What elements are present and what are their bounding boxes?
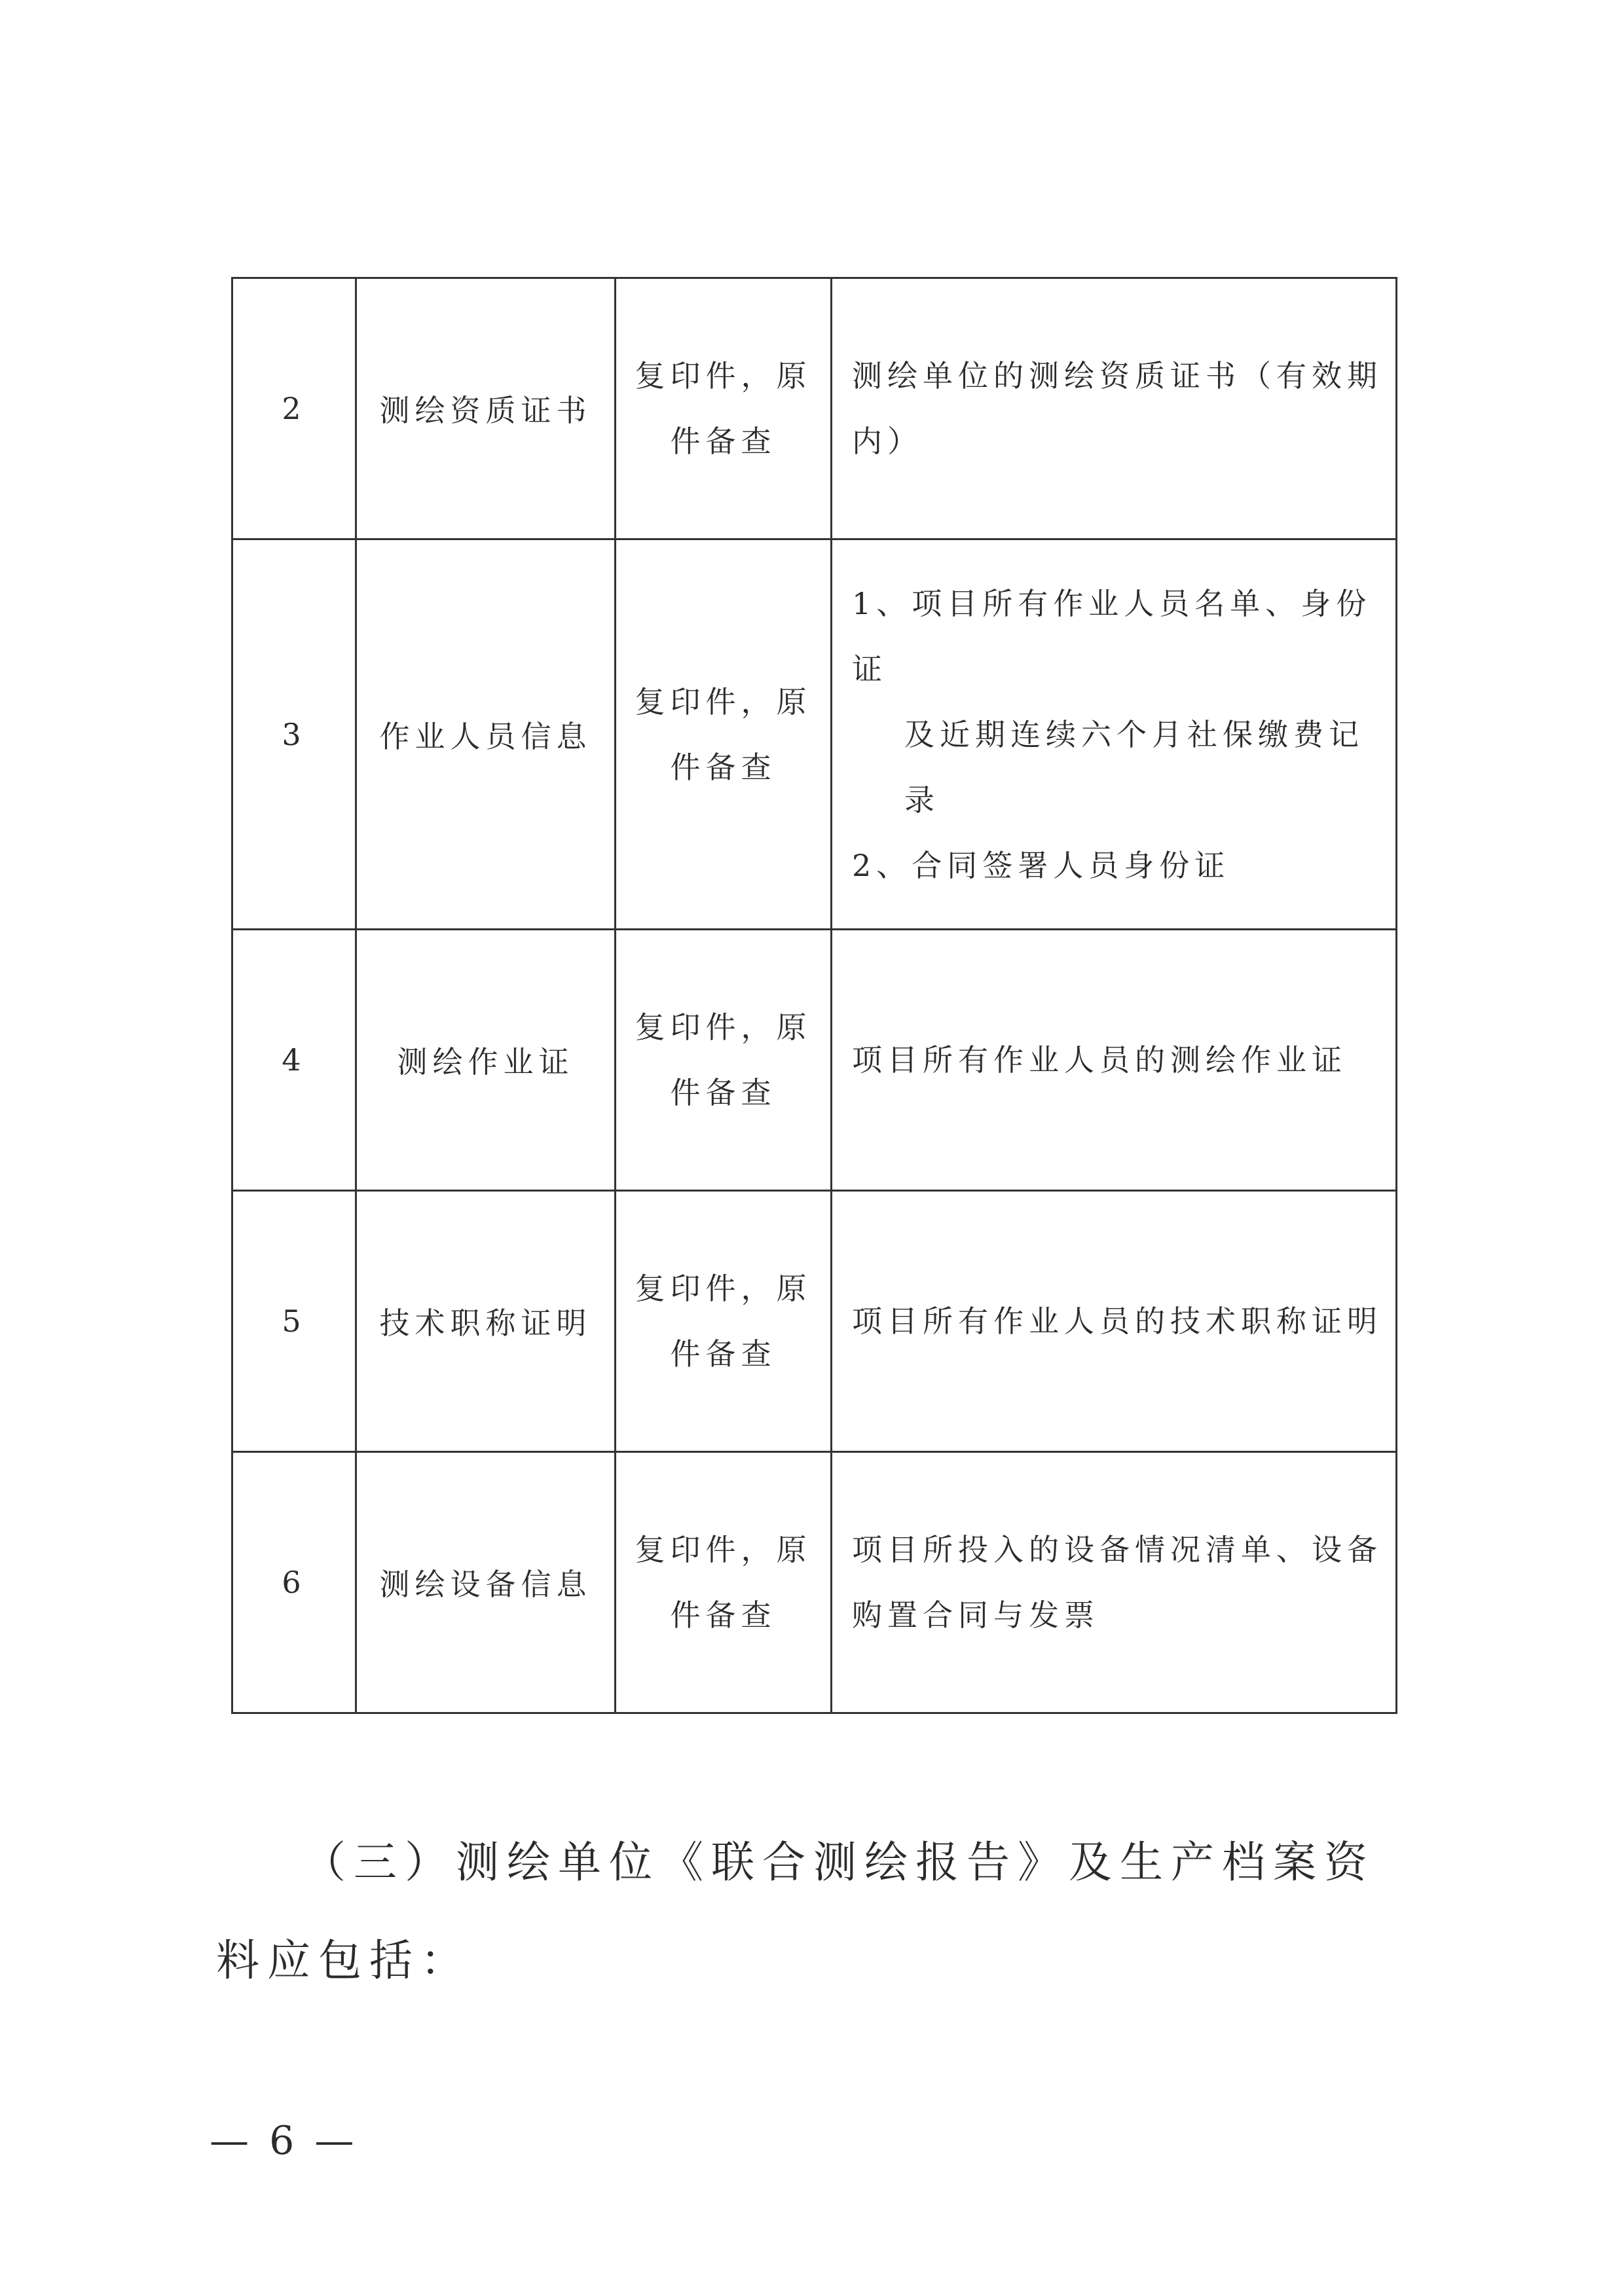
form-line: 复印件，原 — [635, 358, 812, 393]
table-row — [232, 1191, 1397, 1452]
material-form — [616, 1191, 832, 1452]
item-name: 测绘作业证 — [356, 930, 616, 1191]
item-description — [832, 278, 1397, 539]
section-paragraph: （三）测绘单位《联合测绘报告》及生产档案资料应包括： — [216, 1837, 1375, 1986]
item-description — [832, 1452, 1397, 1713]
material-form — [616, 278, 832, 539]
material-form — [616, 539, 832, 930]
desc-line: 项目所投入的设备情况清单、设备 — [852, 1532, 1382, 1567]
desc-line: 及近期连续六个月社保缴费记录 — [904, 716, 1364, 818]
desc-line: 2、合同签署人员身份证 — [852, 847, 1230, 883]
row-number: 2 — [232, 278, 356, 539]
form-line: 件备查 — [670, 1597, 777, 1633]
item-name: 测绘设备信息 — [356, 1452, 616, 1713]
row-number: 5 — [232, 1191, 356, 1452]
page-number: — 6 — — [210, 2118, 358, 2164]
form-line: 件备查 — [670, 1075, 777, 1110]
form-line: 件备查 — [670, 749, 777, 785]
item-description — [832, 539, 1397, 930]
material-form — [616, 1452, 832, 1713]
table-row — [232, 1452, 1397, 1713]
item-name: 技术职称证明 — [356, 1191, 616, 1452]
form-line: 件备查 — [670, 1336, 777, 1372]
table-row — [232, 539, 1397, 930]
item-description: 项目所有作业人员的测绘作业证 — [832, 930, 1397, 1191]
material-form — [616, 930, 832, 1191]
item-name: 测绘资质证书 — [356, 278, 616, 539]
row-number: 3 — [232, 539, 356, 930]
row-number: 4 — [232, 930, 356, 1191]
row-number: 6 — [232, 1452, 356, 1713]
desc-line: 购置合同与发票 — [852, 1597, 1099, 1633]
form-line: 复印件，原 — [635, 1271, 812, 1306]
desc-line: 测绘单位的测绘资质证书（有效期 — [852, 358, 1382, 393]
table-row — [232, 278, 1397, 539]
desc-line: 1、项目所有作业人员名单、身份证 — [852, 585, 1372, 687]
document-table — [231, 277, 1397, 1714]
table-row — [232, 930, 1397, 1191]
form-line: 复印件，原 — [635, 683, 812, 720]
form-line: 件备查 — [670, 424, 777, 459]
form-line: 复印件，原 — [635, 1532, 812, 1567]
desc-line: 内） — [852, 424, 923, 459]
item-name: 作业人员信息 — [356, 539, 616, 930]
form-line: 复印件，原 — [635, 1010, 812, 1045]
item-description: 项目所有作业人员的技术职称证明 — [832, 1191, 1397, 1452]
